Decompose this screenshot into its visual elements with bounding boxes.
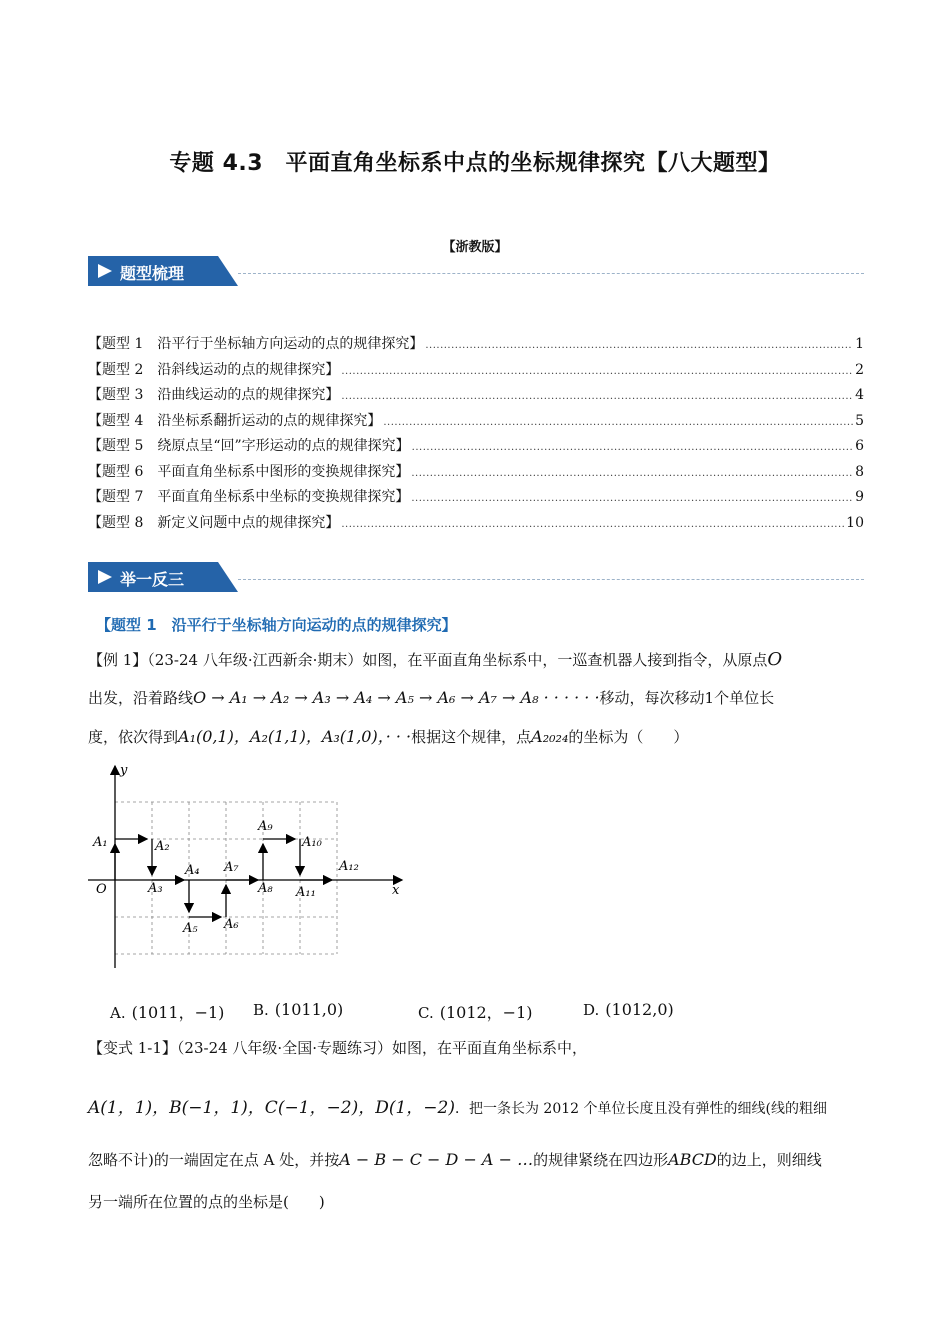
toc-page: 10 — [846, 514, 864, 531]
section-banner-overview — [88, 256, 238, 286]
toc-label: 【题型 1 沿平行于坐标轴方向运动的点的规律探究】 — [88, 336, 424, 352]
toc-item[interactable] — [88, 358, 864, 384]
toc-leader — [341, 383, 853, 410]
banner-divider — [238, 579, 864, 580]
example-text: 根据这个规律，点 — [411, 728, 532, 746]
toc-label: 【题型 5 绕原点呈“回”字形运动的点的规律探究】 — [88, 438, 410, 454]
math-target-point: A₂₀₂₄ — [531, 727, 569, 746]
variant-1-line-4: 另一端所在位置的点的坐标是( ) — [88, 1193, 325, 1211]
math-sequence: A − B − C − D − A − … — [339, 1150, 534, 1169]
section-banner-examples — [88, 562, 238, 592]
choice-b[interactable] — [253, 1000, 343, 1019]
toc-item[interactable] — [88, 332, 864, 358]
section-heading: 【题型 1 沿平行于坐标轴方向运动的点的规律探究】 — [96, 616, 457, 634]
choice-key: C. — [418, 1004, 434, 1022]
math-vertices: A(1，1)，B(−1，1)，C(−1，−2)，D(1，−2) — [88, 1098, 455, 1118]
choice-key: B. — [253, 1001, 269, 1019]
edition-label: 【浙教版】 — [442, 240, 508, 255]
banner-title: 举一反三 — [120, 570, 185, 589]
example-text: 出发，沿着路线 — [88, 689, 194, 707]
math-path: O → A₁ → A₂ → A₃ → A₄ → A₅ → A₆ → A₇ → A₈ · · · · · · — [193, 688, 600, 707]
choice-d[interactable] — [583, 1000, 674, 1019]
choice-c[interactable] — [418, 1000, 533, 1023]
point-label: A₉ — [258, 819, 273, 834]
point-label: A₈ — [258, 881, 273, 896]
toc-item[interactable] — [88, 485, 864, 511]
toc-leader — [425, 332, 853, 359]
toc-label: 【题型 2 沿斜线运动的点的规律探究】 — [88, 361, 340, 378]
axis-label-x: x — [392, 883, 400, 898]
choice-value: (1011,0) — [274, 1000, 344, 1019]
toc-page: 2 — [855, 361, 864, 378]
example-text: 【例 1】（23-24 八年级·江西新余·期末）如图，在平面直角坐标系中，一巡查机器人接到指令，从原点 — [88, 651, 768, 669]
choice-value: (1012，−1) — [439, 1003, 533, 1022]
variant-text: 忽略不计)的一端固定在点 A 处，并按 — [88, 1151, 340, 1169]
variant-1-line-3 — [88, 1150, 863, 1170]
toc-item[interactable] — [88, 511, 864, 537]
toc-leader — [341, 358, 853, 385]
choice-value: (1012,0) — [605, 1000, 674, 1019]
toc-item[interactable] — [88, 383, 864, 409]
choice-value: (1011，−1) — [131, 1003, 225, 1022]
choice-a[interactable] — [110, 1000, 224, 1023]
toc-leader — [341, 511, 844, 538]
example-1-line-1 — [88, 650, 863, 670]
toc-item[interactable] — [88, 460, 864, 486]
toc-label: 【题型 7 平面直角坐标系中坐标的变换规律探究】 — [88, 489, 410, 505]
example-text: 移动，每次移动1个单位长 — [599, 689, 775, 707]
toc-leader — [412, 434, 853, 461]
toc-page: 1 — [855, 336, 864, 352]
page-title: 专题 4.3 平面直角坐标系中点的坐标规律探究【八大题型】 — [169, 151, 781, 176]
toc-leader — [411, 485, 853, 512]
choice-key: D. — [583, 1001, 600, 1019]
point-label: A₄ — [185, 863, 200, 878]
choice-key: A. — [110, 1004, 126, 1022]
example-text: 的坐标为（ ） — [568, 728, 689, 746]
toc-page: 4 — [855, 387, 864, 403]
point-label: A₁₀ — [302, 835, 322, 850]
point-label: A₂ — [155, 839, 170, 854]
toc-leader — [411, 460, 853, 487]
toc-page: 9 — [855, 489, 864, 505]
example-1-line-2 — [88, 688, 863, 708]
axis-label-y: y — [120, 763, 128, 778]
point-label: A₇ — [224, 860, 239, 875]
toc-page: 8 — [855, 463, 864, 480]
example-1-line-3 — [88, 727, 863, 747]
banner-divider — [238, 273, 864, 274]
math-points: A₁(0,1)，A₂(1,1)，A₃(1,0)，· · · — [178, 727, 412, 746]
example-text: 度，依次得到 — [88, 728, 179, 746]
point-label: A₅ — [183, 921, 198, 936]
toc-label: 【题型 6 平面直角坐标系中图形的变换规律探究】 — [88, 463, 410, 480]
toc-page: 6 — [855, 438, 864, 454]
point-label: A₃ — [148, 881, 163, 896]
variant-text: ．把一条长为 2012 个单位长度且没有弹性的细线(线的粗细 — [454, 1101, 827, 1117]
toc-label: 【题型 8 新定义问题中点的规律探究】 — [88, 514, 340, 531]
toc-label: 【题型 3 沿曲线运动的点的规律探究】 — [88, 387, 340, 403]
variant-1-line-2 — [88, 1098, 863, 1119]
toc-leader — [383, 409, 853, 436]
toc-item[interactable] — [88, 409, 864, 435]
origin-label: O — [96, 882, 107, 897]
toc-label: 【题型 4 沿坐标系翻折运动的点的规律探究】 — [88, 412, 382, 429]
variant-text: 的规律紧绕在四边形 — [533, 1151, 669, 1169]
table-of-contents — [88, 332, 864, 536]
point-label: A₁ — [93, 835, 108, 850]
robot-path — [115, 839, 332, 917]
toc-item[interactable] — [88, 434, 864, 460]
variant-1-line-1: 【变式 1-1】（23-24 八年级·全国·专题练习）如图，在平面直角坐标系中， — [88, 1039, 587, 1057]
toc-page: 5 — [855, 412, 864, 429]
point-label: A₆ — [224, 917, 239, 932]
point-label: A₁₁ — [296, 885, 316, 900]
math-quadrilateral: ABCD — [668, 1150, 717, 1169]
banner-title: 题型梳理 — [120, 264, 185, 283]
coordinate-figure — [84, 760, 414, 975]
variant-text: 的边上，则细线 — [716, 1151, 822, 1169]
math-origin: O — [767, 649, 783, 670]
point-label: A₁₂ — [339, 859, 359, 874]
